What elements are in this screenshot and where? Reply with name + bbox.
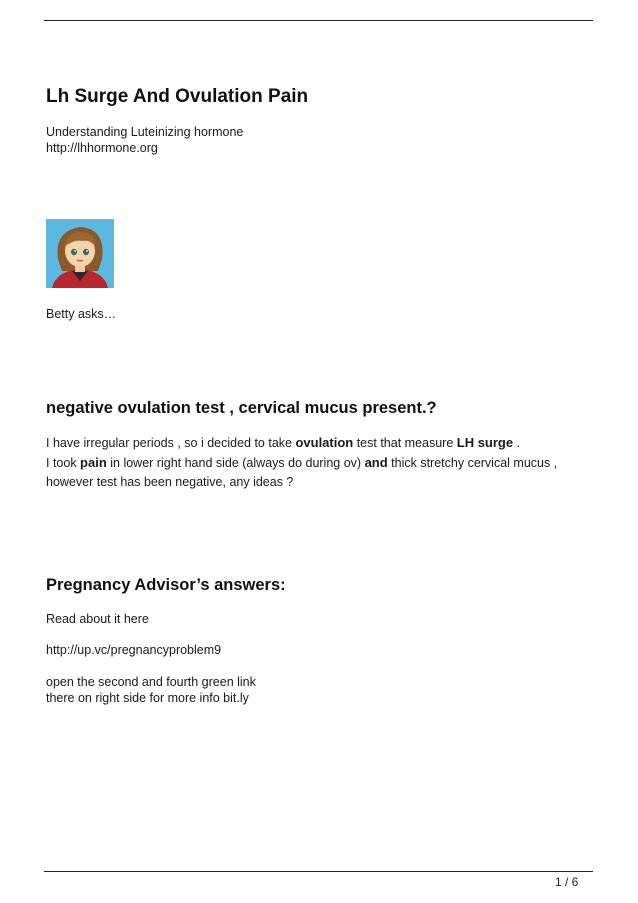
site-url-link[interactable]: http://lhhormone.org <box>46 141 158 155</box>
answers-heading: Pregnancy Advisor’s answers: <box>46 576 286 594</box>
keyword-ovulation: ovulation <box>295 435 354 450</box>
user-avatar-icon <box>46 219 114 288</box>
answer-line-2: there on right side for more info bit.ly <box>46 691 249 705</box>
question-text: . <box>513 436 521 450</box>
question-body <box>46 433 606 492</box>
question-text: in lower right hand side (always do during ov) <box>106 456 365 470</box>
question-line-2 <box>46 453 606 473</box>
keyword-lh-surge: LH surge <box>456 435 514 450</box>
question-text: thick stretchy cervical mucus , <box>387 456 558 470</box>
page-indicator: 1 / 6 <box>555 875 579 889</box>
question-line-1 <box>46 433 606 453</box>
question-text: I took <box>46 456 81 470</box>
question-title: negative ovulation test , cervical mucus present.? <box>46 399 437 417</box>
site-subtitle: Understanding Luteinizing hormone <box>46 125 244 139</box>
answer-line-1: open the second and fourth green link <box>46 675 256 689</box>
question-text: test that measure <box>353 436 457 450</box>
keyword-pain: pain <box>80 455 107 470</box>
asker-label: Betty asks… <box>46 307 117 321</box>
page-title: Lh Surge And Ovulation Pain <box>46 86 309 107</box>
header-rule <box>44 20 593 21</box>
answer-link[interactable]: http://up.vc/pregnancyproblem9 <box>46 643 222 657</box>
answer-intro: Read about it here <box>46 612 149 626</box>
question-line-3: however test has been negative, any ideas ? <box>46 475 294 489</box>
keyword-and: and <box>364 455 388 470</box>
footer-rule <box>44 871 593 872</box>
question-text: I have irregular periods , so i decided to take <box>46 436 296 450</box>
